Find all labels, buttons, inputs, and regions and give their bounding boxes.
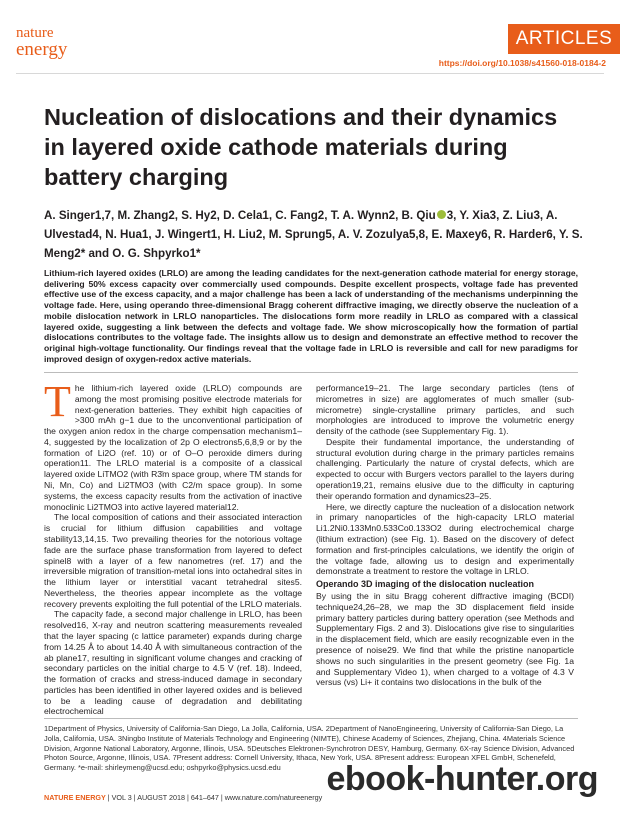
journal-logo [16,26,74,59]
body-column-left [44,377,302,717]
body-paragraph: The local composition of cations and their associated interaction is crucial for lithium diffusion capabilities and voltage stability13,14,15. Two prevailing theories for the notorious voltage fade are the surface phase transformation from layered to defect spinel8 with a layer of a few nanometres (ref. 17) and the irreversible migration of transition-metal ions into octahedral sites in the lithium layer or interstitial vacant tetrahedral sites5. Nevertheless, the theories appear incomplete as the voltage recovery prevents exploiting the full potential of the LRLO materials. [44,512,302,609]
abstract: Lithium-rich layered oxides (LRLO) are among the leading candidates for the next-generation cathode material for energy storage, delivering 50% excess capacity over commercially used compounds. Despite excellent prospects, voltage fade has prevented effective use of the excess capacity, and a major challenge has been a lack of understanding of the mechanisms underpinning the voltage fade. Here, using operando three-dimensional Bragg coherent diffractive imaging, we directly observe the nucleation of a mobile dislocation network in LRLO nanoparticles. The dislocations form more readily in LRLO as compared with a classical layered oxide, suggesting a link between the defects and voltage fade. We show microscopically how the formation of partial dislocations contributes to the voltage fade. The insights allow us to design and demonstrate an effective method to recover the original high-voltage functionality. Our findings reveal that the voltage fade in LRLO is reversible and call for new paradigms for improved design of oxygen-redox active materials. [44,268,578,364]
header-divider [16,73,604,74]
orcid-icon[interactable] [437,210,446,219]
logo-line-1: nature [16,25,54,41]
paragraph-text: he lithium-rich layered oxide (LRLO) compounds are among the most promising positive electrode materials for next-generation batteries. They exhibit high capacities of >300 mAh g−1 due to the unconventional participation of the oxygen anion redox in the charge compensation mechanism1–4, suggested by the localization of 2p O electrons5,6,8,9 or by the formation of Li2O (ref. 10) or of O–O peroxide dimers during operation11. The LRLO material is a composite of a classical layered oxide LiTMO2 (with R3̄m space group, where TM stands for Ni, Mn, Co) and Li2TMO3 (with C2/m space group). In some systems, the excess capacity results from the activation of inactive monoclinic Li2TMO3 into active layered material12. [44,383,302,512]
drop-cap: T [44,377,71,426]
section-heading: Operando 3D imaging of the dislocation nucleation [316,579,535,590]
authors-part-a: A. Singer1,7, M. Zhang2, S. Hy2, D. Cela1, C. Fang2, T. A. Wynn2, B. Qiu [44,209,436,222]
body-paragraph: The capacity fade, a second major challenge in LRLO, has been resolved16, X-ray and neutron scattering measurements revealed that the layer spacing (c lattice parameter) expands during charge from 14.25 Å to about 14.40 Å with simultaneous contraction of the ab plane17, resulting in significant volume changes and cracking of secondary particles on the initial charge to 4.5 V (ref. 18). Indeed, the formation of cracks and stress-induced damage in secondary particles has been identified in other layered oxides and is believed to be a leading cause of degradation and debilitating electrochemical [44,609,302,717]
section-badge: ARTICLES [508,24,620,54]
logo-line-2: energy [16,39,68,60]
affiliations: 1Department of Physics, University of California-San Diego, La Jolla, California, USA. 2Department of NanoEngineering, University of California-San Diego, La Jolla, California, USA. 3Ningbo Institute of Materials Technology and Engineering (NIMTE), Chinese Academy of Sciences, Zhejiang, China. 4Materials Science Division, Argonne National Laboratory, Argonne, Illinois, USA. 5Deutsches Elektronen-Synchrotron DESY, Hamburg, Germany. 6X-ray Science Division, Advanced Photon Source, Argonne, Illinois, USA. 7Present address: Cornell University, Ithaca, New York, USA. 8Present address: European XFEL GmbH, Schenefeld, Germany. *e-mail: shirleymeng@ucsd.edu; oshpyrko@physics.ucsd.edu [44,724,575,773]
watermark: ebook-hunter.org [326,760,598,798]
authors-part-b: 3, Y. Xia3, Z. Liu3, A. Ulvestad4, N. Hua1, J. Wingert1, H. Liu2, M. Sprung5, A. V. Zozulya5,8, E. Maxey6, R. Harder6, Y. S. Meng2* and O. G. Shpyrko1* [44,209,583,260]
body-paragraph: performance19–21. The large secondary particles (tens of micrometres in size) are agglomerates of much smaller (sub-micrometre) single-crystalline primary particles, and such morphologies are introduced to improve the volumetric energy density of the cathode (see Supplementary Fig. 1). [316,383,574,437]
body-paragraph: Here, we directly capture the nucleation of a dislocation network in primary nanoparticles of the high-capacity LRLO material Li1.2Ni0.133Mn0.533Co0.133O2 during electrochemical charge (lithium extraction) (see Fig. 1). Based on the discovery of defect formation and first-principles calculations, we identify the origin of the voltage fade, allowing us to design and experimentally demonstrate a treatment to restore the voltage in LRLO. [316,501,574,577]
abstract-divider [44,372,578,373]
footer-issue: | VOL 3 | AUGUST 2018 | 641–647 | www.nature.com/natureenergy [105,793,323,802]
article-title: Nucleation of dislocations and their dynamics in layered oxide cathode materials during battery charging [44,104,558,190]
author-list [44,206,584,263]
footer-journal-info [44,793,322,802]
footnote-divider [44,718,578,719]
body-paragraph: By using the in situ Bragg coherent diffractive imaging (BCDI) technique24,26–28, we map the 3D displacement field inside primary battery particles during battery operation (see Methods and Supplementary Figs. 2 and 3). Dislocations give rise to singularities in the displacement field, which are easily recognizable even in the presence of noise29. We find that while the pristine nanoparticle shows no such singularities in the present geometry (see Fig. 1a and Supplementary Video 1), when charged to a voltage of 4.3 V versus (vs) Li+ it contains two dislocations in the bulk of the [316,591,574,688]
body-column-right [316,383,574,688]
body-paragraph [44,377,302,512]
body-paragraph: Despite their fundamental importance, the understanding of structural evolution during charge in the primary particles remains challenging. Particularly the nature of crystal defects, which are expected to occur with Burgers vectors parallel to the layers during operation19,21, remains elusive due to the difficulty in capturing their operando formation and dynamics23–25. [316,436,574,501]
footer-journal-name: NATURE ENERGY [44,793,106,802]
doi-link[interactable]: https://doi.org/10.1038/s41560-018-0184-2 [438,58,606,68]
